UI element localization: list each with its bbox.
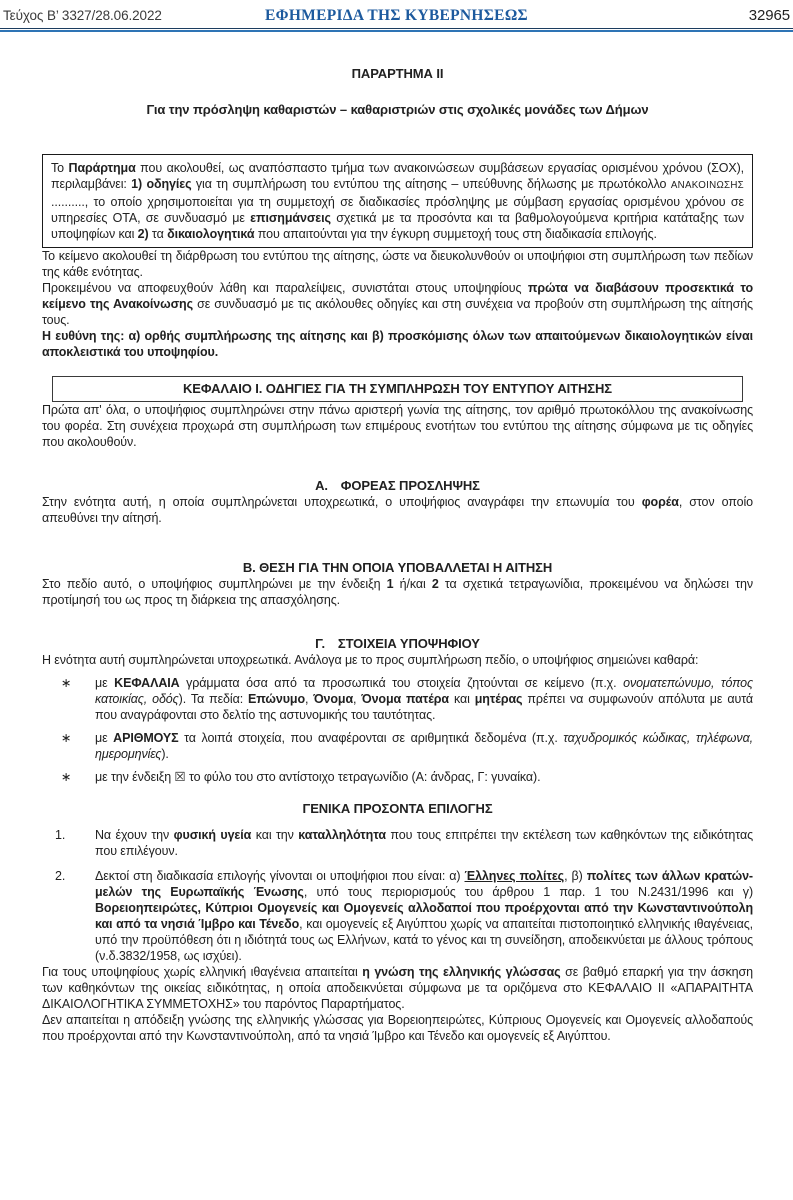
section-b-paragraph: Στο πεδίο αυτό, ο υποψήφιος συμπληρώνει με την ένδειξη 1 ή/και 2 τα σχετικά τετραγωνίδια, προκειμένου να δηλώσει την προτίμησή του ως προς τη διάρκεια της απασχόλησης. xyxy=(42,577,753,607)
issue-label: Τεύχος Β’ 3327/28.06.2022 xyxy=(3,8,162,23)
section-c-paragraph: Η ενότητα αυτή συμπληρώνεται υποχρεωτικά. Ανάλογα με το προς συμπλήρωση πεδίο, ο υποψήφιος σημειώνει καθαρά: xyxy=(42,653,699,667)
section-a-heading: Α. ΦΟΡΕΑΣ ΠΡΟΣΛΗΨΗΣ xyxy=(315,478,480,493)
page-number: 32965 xyxy=(748,7,790,24)
list-item-text: με την ένδειξη ☒ το φύλο του στο αντίστοιχο τετραγωνίδιο (Α: άνδρας, Γ: γυναίκα). xyxy=(95,770,541,784)
header-rule xyxy=(0,28,793,32)
section-b-heading: Β. ΘΕΣΗ ΓΙΑ ΤΗΝ ΟΠΟΙΑ ΥΠΟΒΑΛΛΕΤΑΙ Η ΑΙΤΗΣΗ xyxy=(242,560,553,575)
paragraph-greek-language-exemption: Δεν απαιτείται η απόδειξη γνώσης της ελληνικής γλώσσας για Βορειοηπειρώτες, Κύπριους Ομογενείς και Ομογενείς αλλοδαπούς που προέρχονται από την Κωνσταντινούπολη, από τα νησιά Ίμβρο και Τένεδο και ομογενείς εξ Αιγύπτου. xyxy=(42,1013,753,1043)
list-item xyxy=(42,675,753,723)
paragraph-structure-note: Το κείμενο ακολουθεί τη διάρθρωση του εντύπου της αίτησης, ώστε να διευκολυνθούν οι υποψήφιοι στη συμπλήρωση των πεδίων της κάθε ενότητας. xyxy=(42,249,753,279)
list-item-text: με ΚΕΦΑΛΑΙΑ γράμματα όσα από τα προσωπικά του στοιχεία ζητούνται σε κείμενο (π.χ. ονοματεπώνυμο, τόπος κατοικίας, οδός). Τα πεδία: Επώνυμο, Όνομα, Όνομα πατέρα και μητέρας πρέπει να συμφωνούν απόλυτα με αυτά που αναγράφονται στο δελτίο της αστυνομικής του ταυτότητας. xyxy=(95,676,753,722)
section-a-paragraph: Στην ενότητα αυτή, η οποία συμπληρώνεται υποχρεωτικά, ο υποψήφιος αναγράφει την επωνυμία του φορέα, στον οποίο απευθύνει την αίτησή. xyxy=(42,495,753,525)
section-c-heading: Γ. ΣΤΟΙΧΕΙΑ ΥΠΟΨΗΦΙΟΥ xyxy=(315,636,480,651)
numbered-item-text: Να έχουν την φυσική υγεία και την καταλληλότητα που τους επιτρέπει την εκτέλεση των καθηκόντων της ειδικότητας που επιλέγουν. xyxy=(95,828,753,858)
page-header xyxy=(0,0,793,28)
list-item xyxy=(42,769,753,785)
asterisk-bullet: ∗ xyxy=(61,731,72,745)
gazette-title: ΕΦΗΜΕΡΙΔΑ ΤΗΣ ΚΥΒΕΡΝΗΣΕΩΣ xyxy=(265,7,528,24)
paragraph-read-first-note: Προκειμένου να αποφευχθούν λάθη και παραλείψεις, συνιστάται στους υποψηφίους πρώτα να διαβάσουν προσεκτικά το κείμενο της Ανακοίνωσης σε συνδυασμό με τις ακόλουθες οδηγίες και στη συνέχεια να προβούν στη συμπλήρωση της αίτησής τους. xyxy=(42,281,754,327)
asterisk-bullet: ∗ xyxy=(61,770,72,784)
item-number: 1. xyxy=(55,828,66,842)
numbered-item-text: Δεκτοί στη διαδικασία επιλογής γίνονται οι υποψήφιοι που είναι: α) Έλληνες πολίτες, β) πολίτες των άλλων κρατών-μελών της Ευρωπαϊκής Ένωσης, υπό τους περιορισμούς του άρθρου 1 παρ. 1 του Ν.2431/1996 και γ) Βορειοηπειρώτες, Κύπριοι Ομογενείς και Ομογενείς αλλοδαποί που προέρχονται από την Κωνσταντινούπολη και από τα νησιά Ίμβρο και Τένεδο, και ομογενείς εξ Αιγύπτου χωρίς να απαιτείται πιστοποιητικό ελληνικής ιθαγένειας, υπό την προϋπόθεση ότι η ιδιότητά τους ως Ελλήνων, κατά το γένος και τη συνείδηση, αποδεικνύεται με άλλους τρόπους (ν.δ.3832/1958, ως ισχύει). xyxy=(95,869,754,963)
general-qualifications-heading: ΓΕΝΙΚΑ ΠΡΟΣΟΝΤΑ ΕΠΙΛΟΓΗΣ xyxy=(302,801,493,816)
numbered-item xyxy=(42,868,753,964)
header-rule-blue-line xyxy=(0,30,793,32)
appendix-title: ΠΑΡΑΡΤΗΜΑ ΙΙ xyxy=(351,66,444,81)
intro-boxed-paragraph: Το Παράρτημα που ακολουθεί, ως αναπόσπαστο τμήμα των ανακοινώσεων συμβάσεων εργασίας ορισμένου χρόνου (ΣΟΧ), περιλαμβάνει: 1) οδηγίες για τη συμπλήρωση του εντύπου της αίτησης – υπεύθυνης δήλωσης με πρωτόκολλο ΑΝΑΚΟΙΝΩΣΗΣ .........., το οποίο χρησιμοποιείται για τη συμμετοχή σε διαδικασίες πρόσληψης με σύμβαση εργασίας ορισμένου χρόνου σε υπηρεσίες ΟΤΑ, σε συνδυασμό με επισημάνσεις σχετικά με τα προσόντα και τα βαθμολογούμενα κριτήρια κατάταξης των υποψηφίων και 2) τα δικαιολογητικά που απαιτούνται για την έγκυρη συμμετοχή τους στη διαδικασία επιλογής. xyxy=(42,154,753,248)
chapter1-intro-paragraph: Πρώτα απ' όλα, ο υποψήφιος συμπληρώνει στην πάνω αριστερή γωνία της αίτησης, τον αριθμό πρωτοκόλλου της ανακοίνωσης του φορέα. Στη συνέχεια προχωρά στη συμπλήρωση των επιμέρους ενοτήτων του εντύπου της αίτησης σύμφωνα με τις οδηγίες που ακολουθούν. xyxy=(42,403,753,449)
chapter1-heading: ΚΕΦΑΛΑΙΟ Ι. ΟΔΗΓΙΕΣ ΓΙΑ ΤΗ ΣΥΜΠΛΗΡΩΣΗ ΤΟΥ ΕΝΤΥΠΟΥ ΑΙΤΗΣΗΣ xyxy=(52,376,743,402)
item-number: 2. xyxy=(55,869,66,883)
candidate-fields-list xyxy=(42,675,753,785)
asterisk-bullet: ∗ xyxy=(61,676,72,690)
document-body xyxy=(0,66,793,1044)
general-qualifications-list xyxy=(42,827,753,964)
numbered-item xyxy=(42,827,753,859)
appendix-subtitle: Για την πρόσληψη καθαριστών – καθαριστριών στις σχολικές μονάδες των Δήμων xyxy=(146,102,649,117)
list-item xyxy=(42,730,753,762)
paragraph-greek-language-requirement: Για τους υποψηφίους χωρίς ελληνική ιθαγένεια απαιτείται η γνώση της ελληνικής γλώσσας σε βαθμό επαρκή για την άσκηση των καθηκόντων της οικείας ειδικότητας, η οποία αποδεικνύεται σύμφωνα με τα οριζόμενα στο ΚΕΦΑΛΑΙΟ ΙΙ «ΑΠΑΡΑΙΤΗΤΑ ΔΙΚΑΙΟΛΟΓΗΤΙΚΑ ΣΥΜΜΕΤΟΧΗΣ» του παρόντος Παραρτήματος. xyxy=(42,965,753,1011)
paragraph-responsibility-note: Η ευθύνη της: α) ορθής συμπλήρωσης της αίτησης και β) προσκόμισης όλων των απαιτούμενων δικαιολογητικών είναι αποκλειστικά του υποψηφίου. xyxy=(42,329,753,359)
list-item-text: με ΑΡΙΘΜΟΥΣ τα λοιπά στοιχεία, που αναφέρονται σε αριθμητικά δεδομένα (π.χ. ταχυδρομικός κώδικας, τηλέφωνα, ημερομηνίες). xyxy=(95,731,753,761)
